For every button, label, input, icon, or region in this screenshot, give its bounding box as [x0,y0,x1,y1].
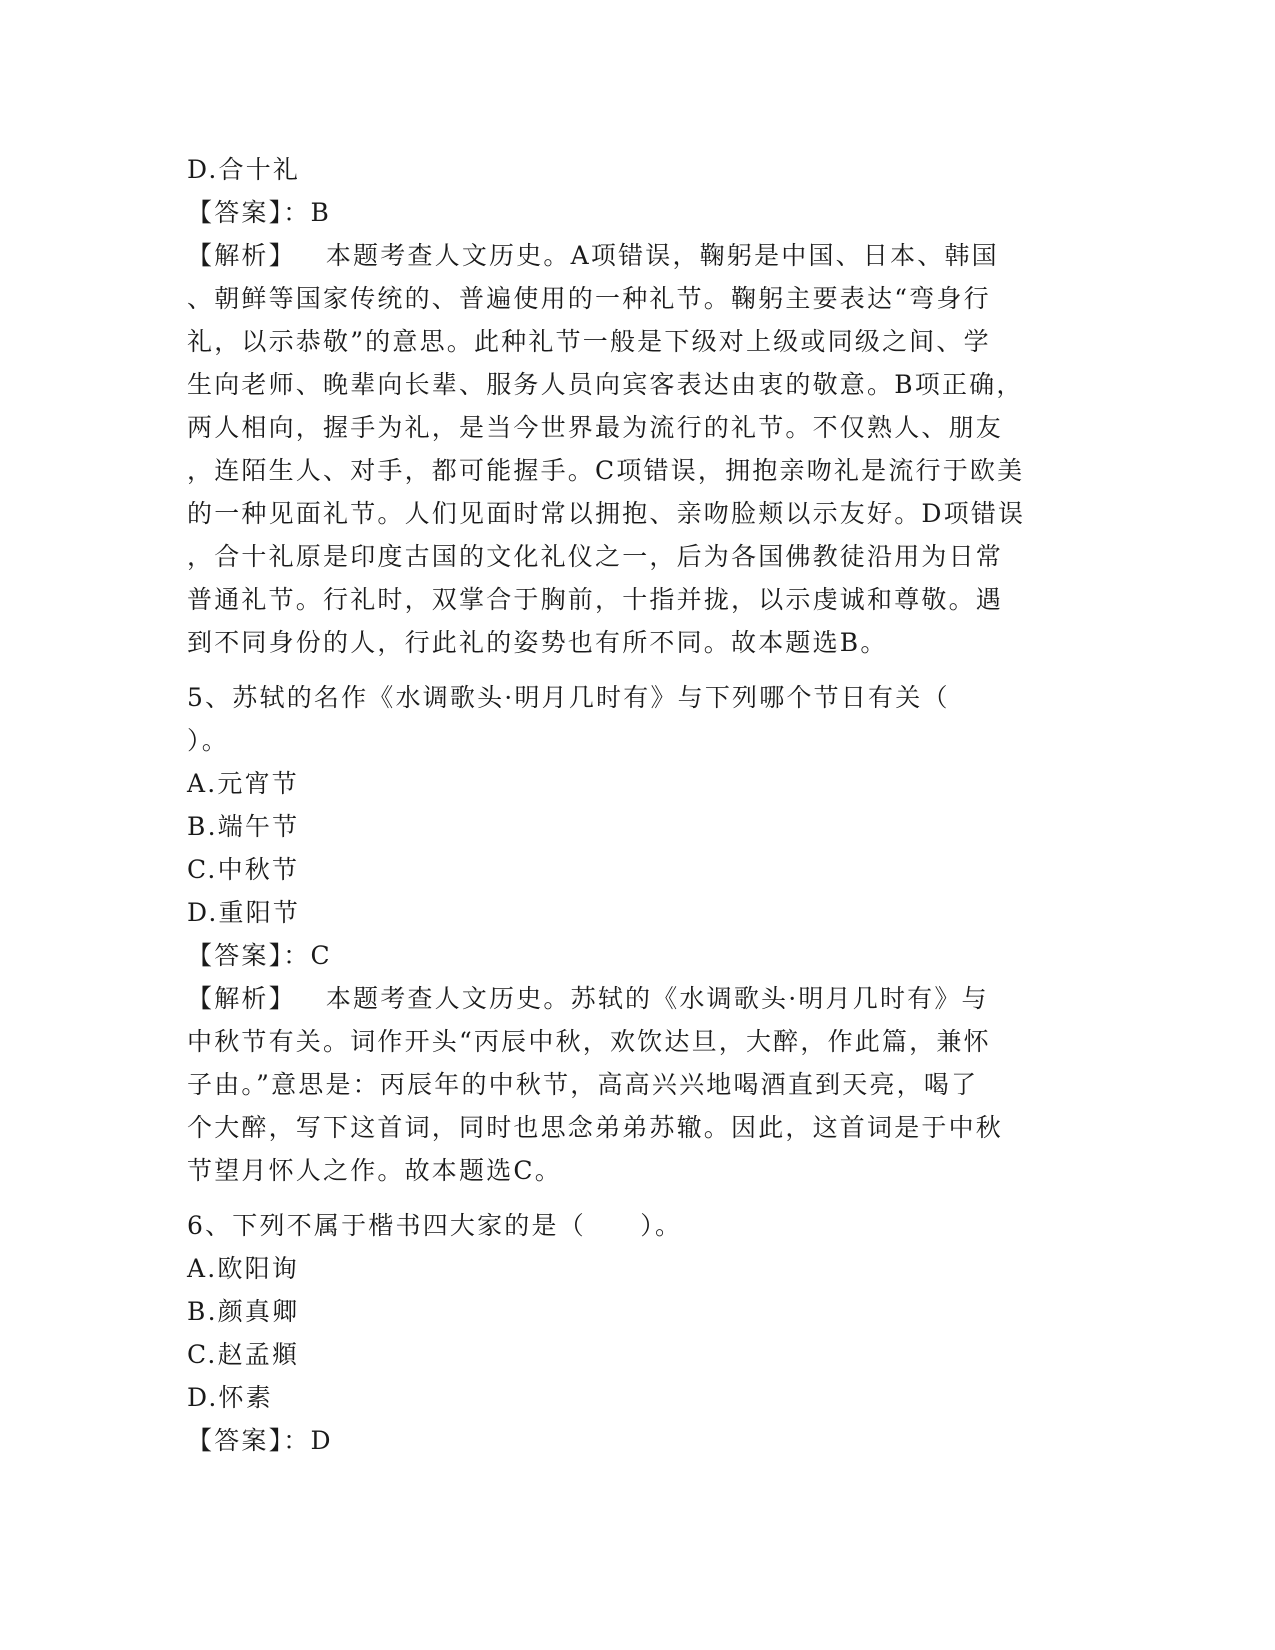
q5-option-d: D.重阳节 [187,898,301,927]
q5-question-line-1: 5、苏轼的名作《水调歌头·明月几时有》与下列哪个节日有关（ [187,683,950,712]
question-4-block [187,148,1087,664]
q6-option-a: A.欧阳询 [187,1254,300,1283]
q4-analysis-line-0: 本题考查人文历史。A项错误，鞠躬是中国、日本、韩国 [325,241,999,270]
q5-analysis-line-4: 节望月怀人之作。故本题选C。 [187,1156,562,1185]
q4-analysis-line-5: ，连陌生人、对手，都可能握手。C项错误，拥抱亲吻礼是流行于欧美 [187,456,1025,485]
q4-analysis-line-8: 普通礼节。行礼时，双掌合于胸前，十指并拢，以示虔诚和尊敬。遇 [187,585,1004,614]
q4-analysis-label: 【解析】 [187,241,296,270]
q5-analysis-line-0: 本题考查人文历史。苏轼的《水调歌头·明月几时有》与 [325,984,989,1013]
q6-option-d: D.怀素 [187,1383,273,1412]
q5-analysis-label: 【解析】 [187,984,296,1013]
q4-analysis-line-2: 礼，以示恭敬”的意思。此种礼节一般是下级对上级或同级之间、学 [187,327,991,356]
q6-question: 6、下列不属于楷书四大家的是（ ）。 [187,1211,683,1240]
q4-option-d: D.合十礼 [187,155,301,184]
q4-analysis-line-9: 到不同身份的人，行此礼的姿势也有所不同。故本题选B。 [187,628,888,657]
q5-option-a: A.元宵节 [187,769,300,798]
q5-question-line-2: ）。 [187,726,229,755]
q4-analysis-line-1: 、朝鲜等国家传统的、普遍使用的一种礼节。鞠躬主要表达“弯身行 [187,284,991,313]
q5-analysis-line-2: 子由。”意思是：丙辰年的中秋节，高高兴兴地喝酒直到天亮，喝了 [187,1070,979,1099]
question-5-block [187,676,1087,1192]
q4-analysis-line-4: 两人相向，握手为礼，是当今世界最为流行的礼节。不仅熟人、朋友 [187,413,1004,442]
q4-answer: 【答案】：B [187,198,332,227]
question-6-block [187,1204,1087,1462]
q4-analysis-first-line [187,234,1087,277]
q5-analysis-first-line [187,977,1087,1020]
q5-option-c: C.中秋节 [187,855,300,884]
document-page [187,148,1087,1462]
q6-option-b: B.颜真卿 [187,1297,300,1326]
q5-answer: 【答案】：C [187,941,332,970]
q6-option-c: C.赵孟頫 [187,1340,300,1369]
q4-analysis-line-7: ，合十礼原是印度古国的文化礼仪之一，后为各国佛教徒沿用为日常 [187,542,1004,571]
q5-analysis-line-1: 中秋节有关。词作开头“丙辰中秋，欢饮达旦，大醉，作此篇，兼怀 [187,1027,991,1056]
q5-option-b: B.端午节 [187,812,300,841]
q4-analysis-line-6: 的一种见面礼节。人们见面时常以拥抱、亲吻脸颊以示友好。D项错误 [187,499,1026,528]
q4-analysis-line-3: 生向老师、晚辈向长辈、服务人员向宾客表达由衷的敬意。B项正确， [187,370,1024,399]
q5-analysis-line-3: 个大醉，写下这首词，同时也思念弟弟苏辙。因此，这首词是于中秋 [187,1113,1004,1142]
q6-answer: 【答案】：D [187,1426,333,1455]
